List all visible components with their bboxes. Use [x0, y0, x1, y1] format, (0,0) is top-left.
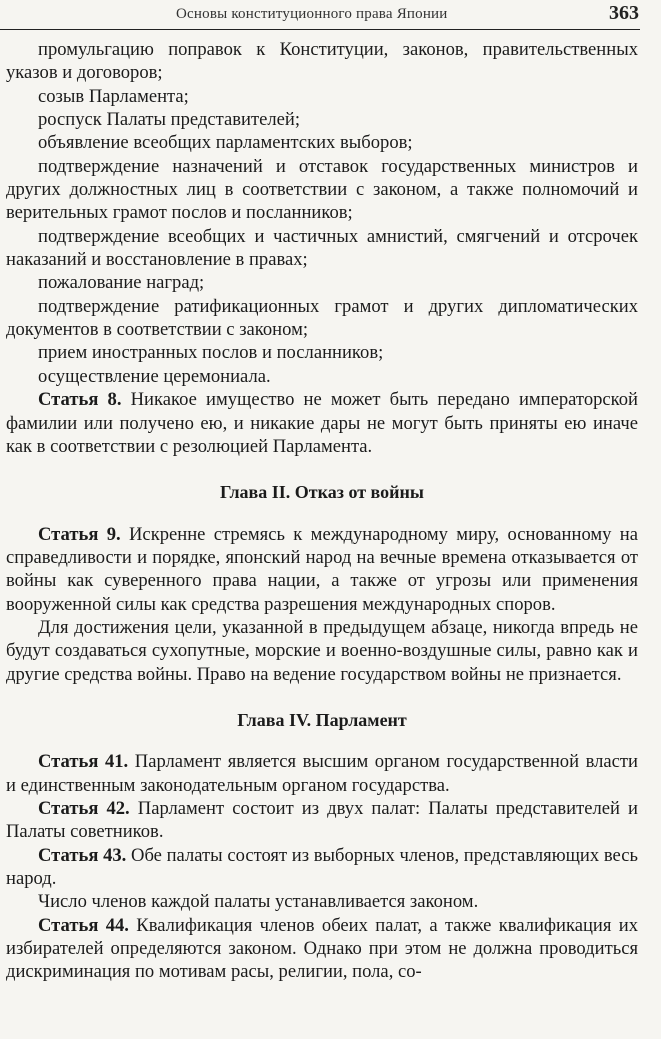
- paragraph: созыв Парламента;: [38, 85, 189, 107]
- article-label: Статья 42.: [38, 797, 130, 819]
- article-label: Статья 8.: [38, 389, 122, 411]
- article-44: [6, 914, 638, 984]
- chapter-heading: Глава II. Отказ от войны: [220, 482, 424, 503]
- article-label: Статья 41.: [38, 751, 129, 773]
- header-rule: [0, 29, 640, 30]
- article-text: Обе палаты состоят из выборных членов, представляющих весь народ.: [6, 844, 638, 889]
- running-title: Основы конституционного права Японии: [176, 6, 448, 22]
- article-8: [6, 388, 638, 458]
- chapter-heading: Глава IV. Парламент: [237, 709, 407, 730]
- paragraph: подтверждение назначений и отставок государственных министров и других должностных лиц в соответствии с законом, а также полномочий и верительных грамот послов и посланников;: [6, 155, 638, 224]
- article-label: Статья 44.: [38, 914, 129, 936]
- page-number: 363: [609, 2, 639, 24]
- paragraph: подтверждение всеобщих и частичных амнистий, смягчений и отсрочек наказаний и восстановление в правах;: [6, 225, 638, 271]
- article-label: Статья 43.: [38, 844, 127, 866]
- article-text: Искренне стремясь к международному миру, основанному на справедливости и порядке, японский народ на вечные времена отказывается от войны как суверенного права нации, а также от угрозы или применения вооруженной силы как средства разрешения международных споров.: [6, 523, 638, 615]
- article-text: Квалификация членов обеих палат, а также квалификация их избирателей определяются законом. Однако при этом не должна проводиться дискриминация по мотивам расы, религии, пола, со-: [6, 914, 639, 983]
- article-label: Статья 9.: [38, 523, 121, 545]
- article-text: Парламент состоит из двух палат: Палаты представителей и Палаты советников.: [6, 797, 638, 843]
- article-43: [6, 844, 638, 891]
- article-42: [6, 797, 638, 844]
- running-header: [0, 0, 661, 32]
- paragraph: прием иностранных послов и посланников;: [38, 342, 384, 364]
- article-text: Никакое имущество не может быть передано императорской фамилии или получено ею, и никакие дары не могут быть приняты ею иначе как в соответствии с резолюцией Парламента.: [6, 389, 638, 457]
- article-9: [6, 523, 638, 616]
- paragraph: Для достижения цели, указанной в предыдущем абзаце, никогда впредь не будут создаваться сухопутные, морские и военно-воздушные силы, равно как и другие средства войны. Право на ведение государством войны не признается.: [6, 616, 638, 685]
- paragraph: роспуск Палаты представителей;: [38, 109, 300, 131]
- body-text: [6, 38, 638, 984]
- paragraph: промульгацию поправок к Конституции, законов, правительственных указов и договоров;: [6, 39, 638, 84]
- paragraph: объявление всеобщих парламентских выборов;: [38, 132, 413, 154]
- article-41: [6, 750, 638, 797]
- article-text: Парламент является высшим органом государственной власти и единственным законодательным органом государства.: [6, 751, 638, 796]
- paragraph: Число членов каждой палаты устанавливается законом.: [38, 891, 479, 913]
- paragraph: осуществление церемониала.: [38, 365, 271, 387]
- paragraph: подтверждение ратификационных грамот и других дипломатических документов в соответствии с законом;: [6, 295, 638, 341]
- paragraph: пожалование наград;: [38, 272, 205, 294]
